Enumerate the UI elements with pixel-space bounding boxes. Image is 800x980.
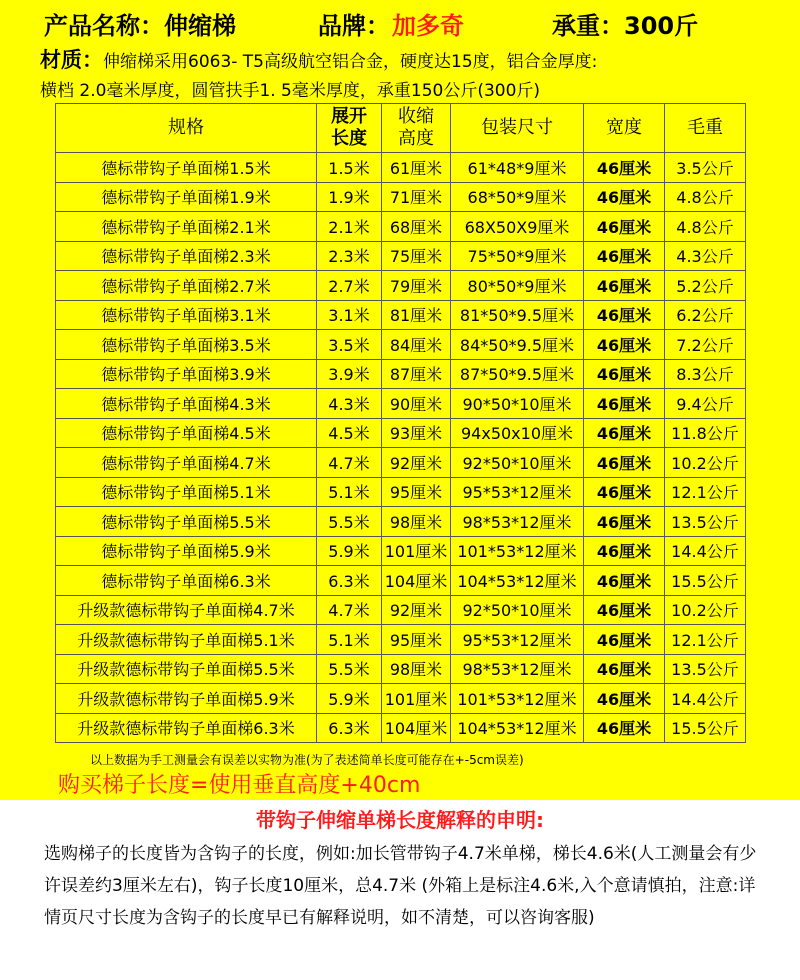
spec-cell: 德标带钩子单面梯3.5米: [56, 330, 317, 360]
extended-length-cell: 3.9米: [317, 359, 382, 389]
extended-length-cell: 4.7米: [317, 448, 382, 478]
extended-length-cell: 5.9米: [317, 684, 382, 714]
width-cell: 46厘米: [584, 595, 665, 625]
gross-weight-cell: 14.4公斤: [665, 684, 746, 714]
table-row: [56, 182, 746, 212]
spec-cell: 德标带钩子单面梯2.1米: [56, 212, 317, 242]
spec-cell: 德标带钩子单面梯4.7米: [56, 448, 317, 478]
width-cell: 46厘米: [584, 684, 665, 714]
width-cell: 46厘米: [584, 300, 665, 330]
retracted-height-cell: 75厘米: [382, 241, 451, 271]
extended-length-cell: 1.9米: [317, 182, 382, 212]
width-cell: 46厘米: [584, 566, 665, 596]
load-capacity: 承重：300斤: [552, 12, 699, 40]
table-row: [56, 684, 746, 714]
table-row: [56, 153, 746, 183]
spec-cell: 升级款德标带钩子单面梯5.1米: [56, 625, 317, 655]
extended-length-cell: 5.5米: [317, 654, 382, 684]
spec-cell: 德标带钩子单面梯1.9米: [56, 182, 317, 212]
spec-cell: 德标带钩子单面梯2.7米: [56, 271, 317, 301]
length-formula: 购买梯子长度=使用垂直高度+40cm: [58, 773, 421, 798]
gross-weight-cell: 4.3公斤: [665, 241, 746, 271]
package-size-cell: 104*53*12厘米: [451, 713, 584, 743]
retracted-height-cell: 84厘米: [382, 330, 451, 360]
retracted-height-cell: 104厘米: [382, 713, 451, 743]
table-row: [56, 654, 746, 684]
table-row: [56, 271, 746, 301]
package-size-cell: 98*53*12厘米: [451, 654, 584, 684]
table-row: [56, 536, 746, 566]
package-size-cell: 92*50*10厘米: [451, 448, 584, 478]
gross-weight-cell: 12.1公斤: [665, 625, 746, 655]
spec-cell: 德标带钩子单面梯5.9米: [56, 536, 317, 566]
header-spec: 规格: [56, 104, 317, 153]
package-size-cell: 61*48*9厘米: [451, 153, 584, 183]
package-size-cell: 98*53*12厘米: [451, 507, 584, 537]
spec-cell: 德标带钩子单面梯4.5米: [56, 418, 317, 448]
spec-table: [55, 103, 746, 743]
spec-cell: 升级款德标带钩子单面梯5.5米: [56, 654, 317, 684]
extended-length-cell: 1.5米: [317, 153, 382, 183]
gross-weight-cell: 4.8公斤: [665, 212, 746, 242]
package-size-cell: 81*50*9.5厘米: [451, 300, 584, 330]
package-size-cell: 101*53*12厘米: [451, 536, 584, 566]
width-cell: 46厘米: [584, 389, 665, 419]
spec-cell: 德标带钩子单面梯3.1米: [56, 300, 317, 330]
spec-cell: 升级款德标带钩子单面梯5.9米: [56, 684, 317, 714]
table-row: [56, 625, 746, 655]
declaration-title: 带钩子伸缩单梯长度解释的申明:: [256, 808, 544, 832]
table-header-row: [56, 104, 746, 153]
width-cell: 46厘米: [584, 448, 665, 478]
table-row: [56, 389, 746, 419]
extended-length-cell: 4.5米: [317, 418, 382, 448]
width-cell: 46厘米: [584, 507, 665, 537]
width-cell: 46厘米: [584, 212, 665, 242]
package-size-cell: 101*53*12厘米: [451, 684, 584, 714]
table-row: [56, 418, 746, 448]
gross-weight-cell: 3.5公斤: [665, 153, 746, 183]
spec-cell: 升级款德标带钩子单面梯6.3米: [56, 713, 317, 743]
width-cell: 46厘米: [584, 241, 665, 271]
width-cell: 46厘米: [584, 359, 665, 389]
retracted-height-cell: 90厘米: [382, 389, 451, 419]
extended-length-cell: 2.3米: [317, 241, 382, 271]
package-size-cell: 68X50X9厘米: [451, 212, 584, 242]
gross-weight-cell: 12.1公斤: [665, 477, 746, 507]
extended-length-cell: 5.5米: [317, 507, 382, 537]
extended-length-cell: 6.3米: [317, 713, 382, 743]
brand-label: 品牌：: [318, 12, 390, 40]
material-label: 材质：: [40, 48, 103, 72]
gross-weight-cell: 4.8公斤: [665, 182, 746, 212]
package-size-cell: 90*50*10厘米: [451, 389, 584, 419]
package-size-cell: 84*50*9.5厘米: [451, 330, 584, 360]
table-row: [56, 507, 746, 537]
retracted-height-cell: 92厘米: [382, 448, 451, 478]
retracted-height-cell: 98厘米: [382, 507, 451, 537]
table-row: [56, 212, 746, 242]
declaration-body: 选购梯子的长度皆为含钩子的长度，例如:加长管带钩子4.7米单梯，梯长4.6米(人工测量会有少许误差约3厘米左右)，钩子长度10厘米，总4.7米 (外箱上是标注4.6米,入个意请慎拍，注意:详情页尺寸长度为含钩子的长度早已有解释说明，如不清楚，可以咨询客服): [44, 844, 757, 928]
spec-cell: 德标带钩子单面梯4.3米: [56, 389, 317, 419]
gross-weight-cell: 15.5公斤: [665, 566, 746, 596]
package-size-cell: 94x50x10厘米: [451, 418, 584, 448]
package-size-cell: 104*53*12厘米: [451, 566, 584, 596]
width-cell: 46厘米: [584, 654, 665, 684]
retracted-height-cell: 87厘米: [382, 359, 451, 389]
brand-value: 加多奇: [392, 12, 464, 40]
package-size-cell: 95*53*12厘米: [451, 625, 584, 655]
package-size-cell: 87*50*9.5厘米: [451, 359, 584, 389]
extended-length-cell: 5.9米: [317, 536, 382, 566]
extended-length-cell: 2.1米: [317, 212, 382, 242]
package-size-cell: 68*50*9厘米: [451, 182, 584, 212]
header-extended-length: 展开长度: [317, 104, 382, 153]
gross-weight-cell: 10.2公斤: [665, 448, 746, 478]
product-name: 产品名称：伸缩梯: [44, 12, 236, 40]
width-cell: 46厘米: [584, 271, 665, 301]
width-cell: 46厘米: [584, 713, 665, 743]
extended-length-cell: 4.3米: [317, 389, 382, 419]
retracted-height-cell: 101厘米: [382, 684, 451, 714]
spec-cell: 德标带钩子单面梯5.5米: [56, 507, 317, 537]
table-row: [56, 300, 746, 330]
package-size-cell: 92*50*10厘米: [451, 595, 584, 625]
retracted-height-cell: 81厘米: [382, 300, 451, 330]
extended-length-cell: 2.7米: [317, 271, 382, 301]
retracted-height-cell: 104厘米: [382, 566, 451, 596]
table-row: [56, 595, 746, 625]
retracted-height-cell: 95厘米: [382, 477, 451, 507]
spec-cell: 德标带钩子单面梯1.5米: [56, 153, 317, 183]
retracted-height-cell: 68厘米: [382, 212, 451, 242]
gross-weight-cell: 10.2公斤: [665, 595, 746, 625]
extended-length-cell: 5.1米: [317, 477, 382, 507]
gross-weight-cell: 8.3公斤: [665, 359, 746, 389]
retracted-height-cell: 71厘米: [382, 182, 451, 212]
material-line-1: [40, 44, 597, 74]
extended-length-cell: 3.5米: [317, 330, 382, 360]
retracted-height-cell: 101厘米: [382, 536, 451, 566]
retracted-height-cell: 61厘米: [382, 153, 451, 183]
spec-cell: 德标带钩子单面梯3.9米: [56, 359, 317, 389]
retracted-height-cell: 95厘米: [382, 625, 451, 655]
table-row: [56, 359, 746, 389]
gross-weight-cell: 9.4公斤: [665, 389, 746, 419]
width-cell: 46厘米: [584, 182, 665, 212]
spec-cell: 德标带钩子单面梯2.3米: [56, 241, 317, 271]
header-gross-weight: 毛重: [665, 104, 746, 153]
spec-cell: 德标带钩子单面梯5.1米: [56, 477, 317, 507]
gross-weight-cell: 6.2公斤: [665, 300, 746, 330]
width-cell: 46厘米: [584, 625, 665, 655]
package-size-cell: 95*53*12厘米: [451, 477, 584, 507]
retracted-height-cell: 93厘米: [382, 418, 451, 448]
retracted-height-cell: 79厘米: [382, 271, 451, 301]
gross-weight-cell: 11.8公斤: [665, 418, 746, 448]
retracted-height-cell: 98厘米: [382, 654, 451, 684]
extended-length-cell: 3.1米: [317, 300, 382, 330]
material-line-2: 横档 2.0毫米厚度，圆管扶手1. 5毫米厚度，承重150公斤(300斤): [40, 81, 541, 101]
header-package-size: 包装尺寸: [451, 104, 584, 153]
width-cell: 46厘米: [584, 330, 665, 360]
extended-length-cell: 6.3米: [317, 566, 382, 596]
gross-weight-cell: 15.5公斤: [665, 713, 746, 743]
table-row: [56, 713, 746, 743]
package-size-cell: 75*50*9厘米: [451, 241, 584, 271]
gross-weight-cell: 13.5公斤: [665, 507, 746, 537]
spec-cell: 升级款德标带钩子单面梯4.7米: [56, 595, 317, 625]
package-size-cell: 80*50*9厘米: [451, 271, 584, 301]
table-row: [56, 448, 746, 478]
width-cell: 46厘米: [584, 477, 665, 507]
gross-weight-cell: 5.2公斤: [665, 271, 746, 301]
gross-weight-cell: 7.2公斤: [665, 330, 746, 360]
width-cell: 46厘米: [584, 418, 665, 448]
retracted-height-cell: 92厘米: [382, 595, 451, 625]
material-text-1: 伸缩梯采用6063- T5高级航空铝合金，硬度达15度，铝合金厚度:: [103, 52, 598, 72]
extended-length-cell: 5.1米: [317, 625, 382, 655]
table-row: [56, 330, 746, 360]
gross-weight-cell: 13.5公斤: [665, 654, 746, 684]
width-cell: 46厘米: [584, 536, 665, 566]
measurement-note: 以上数据为手工测量会有误差以实物为准(为了表述简单长度可能存在+-5cm误差): [90, 753, 524, 767]
header-width: 宽度: [584, 104, 665, 153]
extended-length-cell: 4.7米: [317, 595, 382, 625]
spec-cell: 德标带钩子单面梯6.3米: [56, 566, 317, 596]
table-row: [56, 241, 746, 271]
table-row: [56, 477, 746, 507]
table-row: [56, 566, 746, 596]
gross-weight-cell: 14.4公斤: [665, 536, 746, 566]
header-retracted-height: 收缩高度: [382, 104, 451, 153]
width-cell: 46厘米: [584, 153, 665, 183]
